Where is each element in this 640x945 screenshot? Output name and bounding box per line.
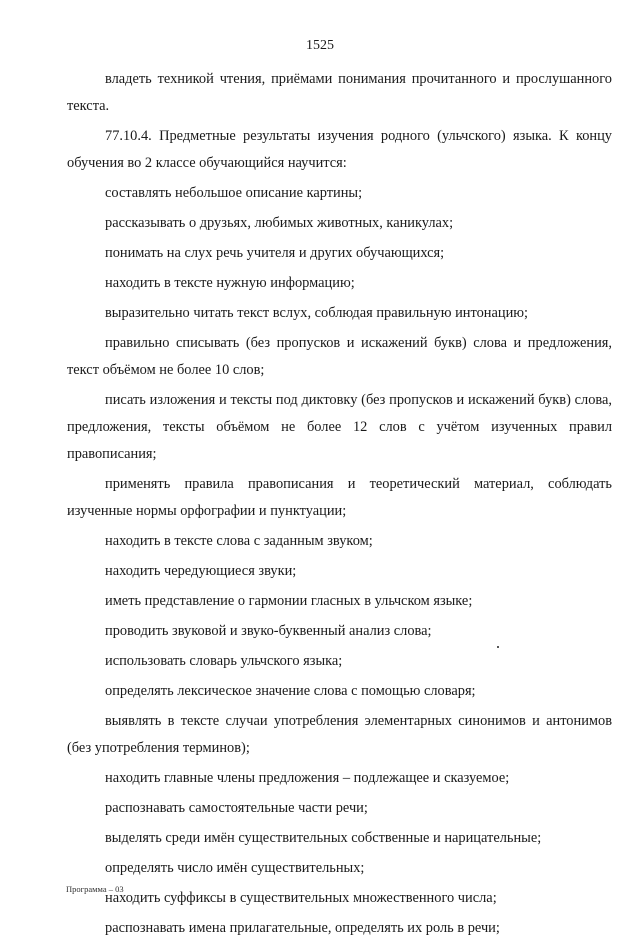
paragraph-19: распознавать самостоятельные части речи; [105, 800, 368, 816]
paragraph-1: владеть техникой чтения, приёмами понимания прочитанного и прослушанного текста. [67, 71, 612, 114]
paragraph-3: составлять небольшое описание картины; [105, 185, 363, 201]
paragraph-10: применять правила правописания и теоретический материал, соблюдать изученные нормы орфографии и пунктуации; [67, 476, 612, 519]
paragraph-9: писать изложения и тексты под диктовку (без пропусков и искажений букв) слова, предложения, тексты объёмом не более 12 слов с учётом изученных правил правописания; [67, 392, 612, 462]
paragraph-21: определять число имён существительных; [105, 860, 365, 876]
paragraph-16: определять лексическое значение слова с помощью словаря; [105, 683, 476, 699]
scan-speck [497, 646, 499, 648]
paragraph-11: находить в тексте слова с заданным звуком; [105, 533, 373, 549]
paragraph-18: находить главные члены предложения – подлежащее и сказуемое; [105, 770, 510, 786]
paragraph-5: понимать на слух речь учителя и других обучающихся; [105, 245, 445, 261]
paragraph-7: выразительно читать текст вслух, соблюдая правильную интонацию; [105, 305, 529, 321]
paragraph-15: использовать словарь ульчского языка; [105, 653, 343, 669]
paragraph-6: находить в тексте нужную информацию; [105, 275, 355, 291]
paragraph-8: правильно списывать (без пропусков и искажений букв) слова и предложения, текст объёмом не более 10 слов; [67, 335, 612, 378]
paragraph-17: выявлять в тексте случаи употребления элементарных синонимов и антонимов (без употребления терминов); [67, 713, 612, 756]
paragraph-12: находить чередующиеся звуки; [105, 563, 297, 579]
paragraph-14: проводить звуковой и звуко-буквенный анализ слова; [105, 623, 432, 639]
page-number: 1525 [306, 38, 334, 53]
paragraph-4: рассказывать о друзьях, любимых животных, каникулах; [105, 215, 454, 231]
paragraph-20: выделять среди имён существительных собственные и нарицательные; [105, 830, 542, 846]
paragraph-13: иметь представление о гармонии гласных в ульчском языке; [105, 593, 473, 609]
paragraph-23: распознавать имена прилагательные, определять их роль в речи; [105, 920, 500, 936]
paragraph-22: находить суффиксы в существительных множественного числа; [105, 890, 497, 906]
page-body [67, 66, 612, 945]
footer-label: Программа – 03 [66, 884, 124, 894]
paragraph-2: 77.10.4. Предметные результаты изучения родного (ульчского) языка. К концу обучения во 2 классе обучающийся научится: [67, 128, 612, 171]
